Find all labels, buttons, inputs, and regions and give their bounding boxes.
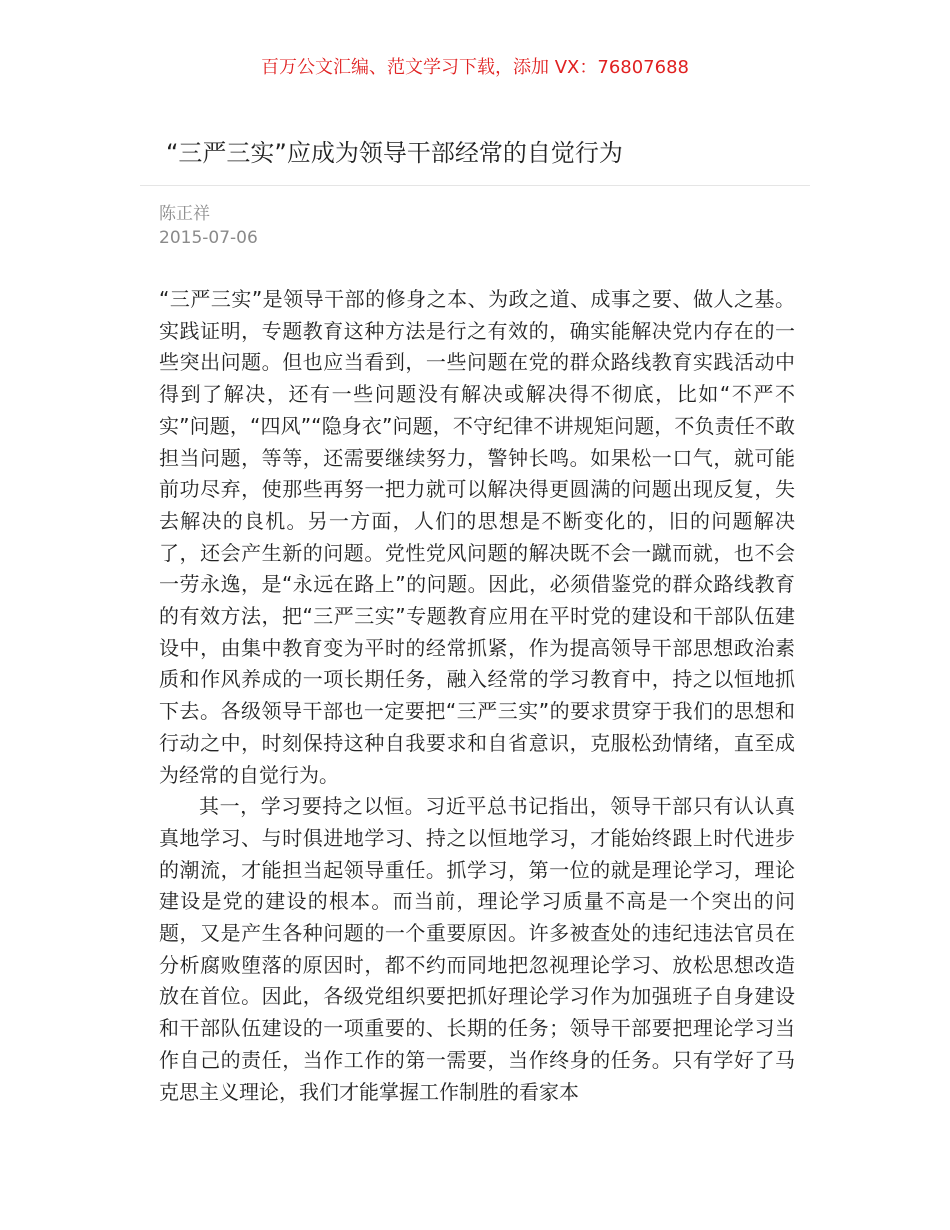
promo-banner: 百万公文汇编、范文学习下载，添加 VX：76807688 xyxy=(261,57,689,78)
title-divider xyxy=(140,185,810,186)
article-paragraph: 其一，学习要持之以恒。习近平总书记指出，领导干部只有认认真真地学习、与时俱进地学习、持之以恒地学习，才能始终跟上时代进步的潮流，才能担当起领导重任。抓学习，第一位的就是理论学习，理论建设是党的建设的根本。而当前，理论学习质量不高是一个突出的问题，又是产生各种问题的一个重要原因。许多被查处的违纪违法官员在分析腐败堕落的原因时，都不约而同地把忽视理论学习、放松思想改造放在首位。因此，各级党组织要把抓好理论学习作为加强班子自身建设和干部队伍建设的一项重要的、长期的任务；领导干部要把理论学习当作自己的责任，当作工作的第一需要，当作终身的任务。只有学好了马克思主义理论，我们才能掌握工作制胜的看家本 xyxy=(159,794,795,1104)
article-paragraph: “三严三实”是领导干部的修身之本、为政之道、成事之要、做人之基。实践证明，专题教育这种方法是行之有效的，确实能解决党内存在的一些突出问题。但也应当看到，一些问题在党的群众路线教育实践活动中得到了解决，还有一些问题没有解决或解决得不彻底，比如“不严不实”问题，“四风”“隐身衣”问题，不守纪律不讲规矩问题，不负责任不敢担当问题，等等，还需要继续努力，警钟长鸣。如果松一口气，就可能前功尽弃，使那些再努一把力就可以解决得更圆满的问题出现反复，失去解决的良机。另一方面，人们的思想是不断变化的，旧的问题解决了，还会产生新的问题。党性党风问题的解决既不会一蹴而就，也不会一劳永逸，是“永远在路上”的问题。因此，必须借鉴党的群众路线教育的有效方法，把“三严三实”专题教育应用在平时党的建设和干部队伍建设中，由集中教育变为平时的经常抓紧，作为提高领导干部思想政治素质和作风养成的一项长期任务，融入经常的学习教育中，持之以恒地抓下去。各级领导干部也一定要把“三严三实”的要求贯穿于我们的思想和行动之中，时刻保持这种自我要求和自省意识，克服松劲情绪，直至成为经常的自觉行为。 xyxy=(159,287,795,787)
article-title: “三严三实”应成为领导干部经常的自觉行为 xyxy=(166,139,623,167)
article-author: 陈正祥 xyxy=(159,204,210,224)
article-date: 2015-07-06 xyxy=(159,228,258,248)
article-body xyxy=(159,284,795,1108)
